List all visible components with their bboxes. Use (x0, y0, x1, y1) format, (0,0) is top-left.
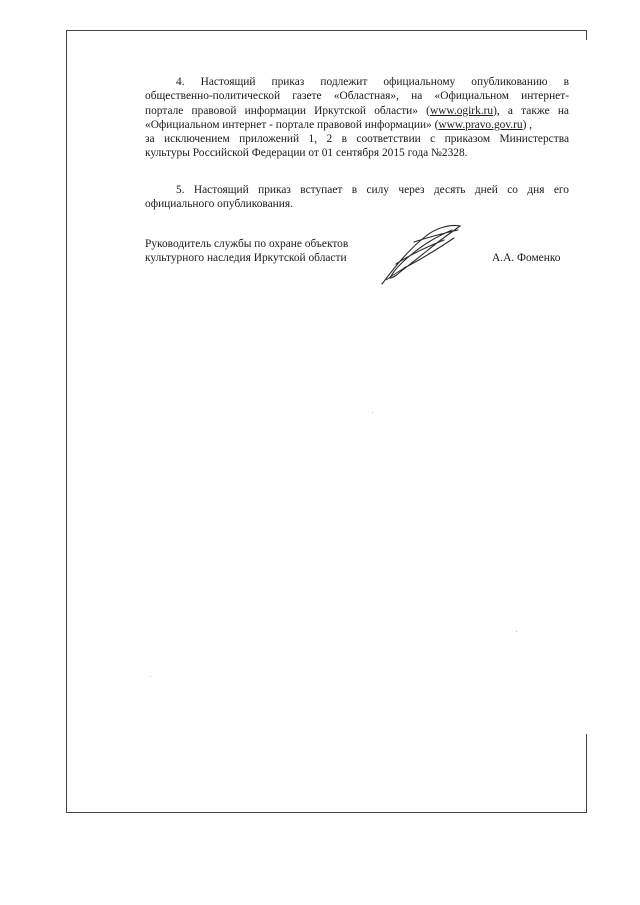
paragraph-4 (145, 75, 569, 161)
text-segment: портале правовой информации Иркутской области» ( (145, 104, 430, 117)
paragraph-5 (145, 183, 569, 212)
pravo-link[interactable]: www.pravo.gov.ru (438, 118, 523, 131)
paragraph-4-line: культуры Российской Федерации от 01 сентября 2015 года №2328. (145, 147, 468, 160)
paragraph-4-line (145, 118, 569, 132)
paragraph-4-line: 4. Настоящий приказ подлежит официальному опубликованию в (176, 76, 569, 88)
paragraph-5-line: 5. Настоящий приказ вступает в силу через десять дней со дня его (176, 184, 569, 196)
page-frame-bottom (66, 812, 587, 813)
signatory-position-line: культурного наследия Иркутской области (145, 252, 347, 265)
signatory-position-line: Руководитель службы по охране объектов (145, 238, 349, 250)
paragraph-4-line: общественно-политической газете «Областная», на «Официальном интернет- (145, 90, 569, 103)
signatory-name: А.А. Фоменко (492, 252, 561, 264)
handwritten-signature (374, 220, 466, 288)
scan-speck (372, 412, 373, 413)
ogirk-link[interactable]: www.ogirk.ru (429, 104, 494, 117)
page-frame-right-bottom (586, 734, 587, 812)
scan-speck (516, 631, 517, 632)
page-frame-right-top (586, 30, 587, 40)
paragraph-4-line: за исключением приложений 1, 2 в соответствии с приказом Министерства (145, 133, 569, 146)
paragraph-5-line: официального опубликования. (145, 198, 293, 211)
page-frame-top (66, 30, 587, 31)
text-segment: «Официальном интернет - портале правовой информации» ( (145, 118, 439, 131)
signatory-position (145, 237, 348, 266)
text-segment: ), а также на (493, 104, 569, 117)
scan-speck (150, 676, 151, 677)
text-segment: ) , (522, 118, 533, 131)
page-frame-left (66, 30, 67, 812)
paragraph-4-line (145, 104, 569, 118)
